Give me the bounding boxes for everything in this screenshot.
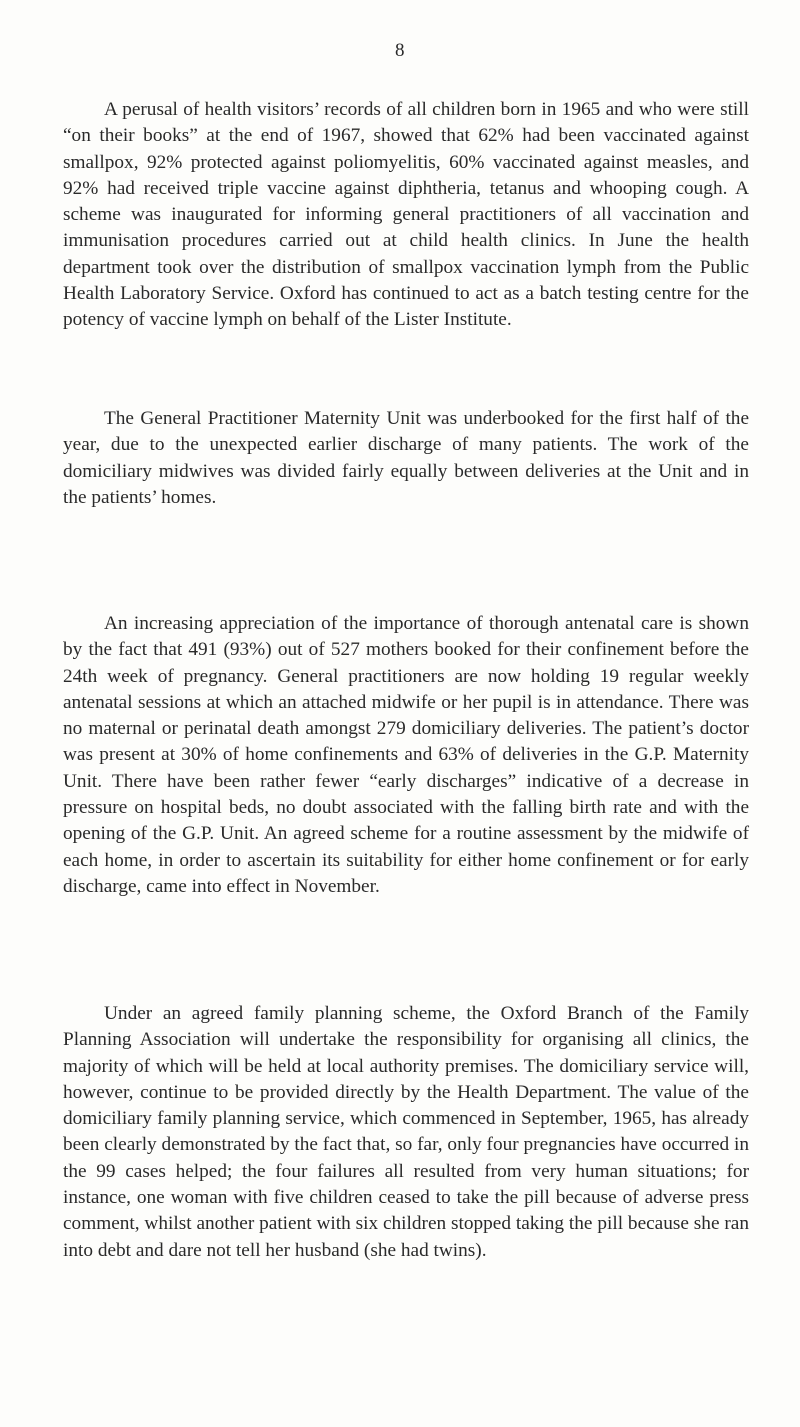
paragraph-vaccination: A perusal of health visitors’ records of all children born in 1965 and who were still “on their books” at the end of 1967, showed that 62% had been vaccinated against smallpox, 92% protected against poliomyelitis, 60% vaccinated against measles, and 92% had received triple vaccine against diphtheria, tetanus and whooping cough. A scheme was inaugurated for informing general practitioners of all vaccination and immunisation procedures carried out at child health clinics. In June the health department took over the distribution of smallpox vaccination lymph from the Public Health Laboratory Service. Oxford has continued to act as a batch testing centre for the potency of vaccine lymph on behalf of the Lister Institute. [63, 99, 749, 331]
paragraph-antenatal-care: An increasing appreciation of the importance of thorough antenatal care is shown by the fact that 491 (93%) out of 527 mothers booked for their confinement before the 24th week of pregnancy. General practitioners are now holding 19 regular weekly antenatal sessions at which an attached midwife or her pupil is in attendance. There was no maternal or perinatal death amongst 279 domiciliary deliveries. The patient’s doctor was present at 30% of home confinements and 63% of deliveries in the G.P. Maternity Unit. There have been rather fewer “early discharges” indicative of a decrease in pressure on hospital beds, no doubt associated with the falling birth rate and with the opening of the G.P. Unit. An agreed scheme for a routine assessment by the midwife of each home, in order to ascertain its suitability for either home confinement or for early discharge, came into effect in November. [63, 613, 749, 897]
paragraph-family-planning: Under an agreed family planning scheme, the Oxford Branch of the Family Planning Association will undertake the responsibility for organising all clinics, the majority of which will be held at local authority premises. The domiciliary service will, however, continue to be provided directly by the Health Department. The value of the domiciliary family planning service, which commenced in September, 1965, has already been clearly demonstrated by the fact that, so far, only four pregnancies have occurred in the 99 cases helped; the four failures all resulted from very human situations; for instance, one woman with five children ceased to take the pill because of adverse press comment, whilst another patient with six children stopped taking the pill because she ran into debt and dare not tell her husband (she had twins). [63, 1003, 749, 1261]
page-number: 8 [395, 40, 405, 61]
paragraph-maternity-unit: The General Practitioner Maternity Unit was underbooked for the first half of the year, due to the unexpected earlier discharge of many patients. The work of the domiciliary midwives was divided fairly equally between deliveries at the Unit and in the patients’ homes. [63, 408, 749, 508]
